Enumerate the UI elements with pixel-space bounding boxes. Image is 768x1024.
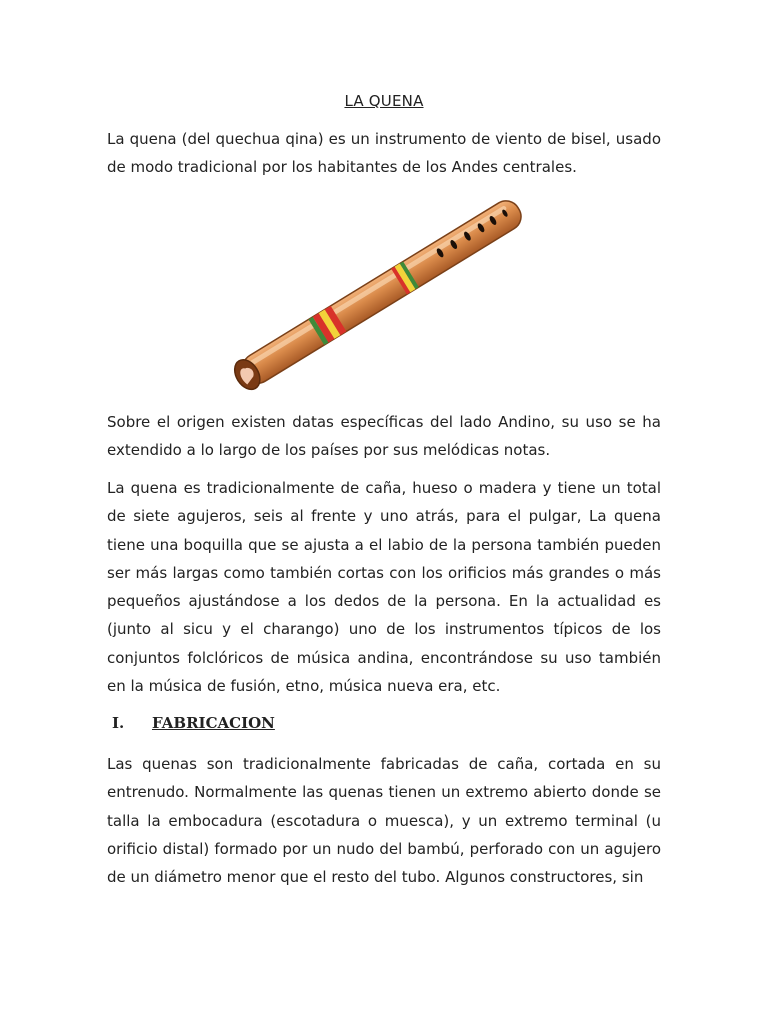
section-number: I. [112, 714, 125, 732]
intro-paragraph: La quena (del quechua qina) es un instrumento de viento de bisel, usado de modo tradicional por los habitantes de los Andes centrales. [107, 130, 661, 177]
fabrication-paragraph: Las quenas son tradicionalmente fabricadas de caña, cortada en su entrenudo. Normalmente las quenas tienen un extremo abierto donde se talla la embocadura (escotadura o muesca), y un extremo terminal (u orificio distal) formado por un nudo del bambú, perforado con un agujero de un diámetro menor que el resto del tubo. Algunos constructores, sin [107, 755, 661, 887]
section-title: FABRICACION [152, 714, 275, 732]
material-paragraph: La quena es tradicionalmente de caña, hueso o madera y tiene un total de siete agujeros, seis al frente y uno atrás, para el pulgar, La quena tiene una boquilla que se ajusta a el labio de la persona también pueden ser más largas como también cortas con los orificios más grandes o más pequeños ajustándose a los dedos de la persona. En la actualidad es (junto al sicu y el charango) uno de los instrumentos típicos de los conjuntos folclóricos de música andina, encontrándose su uso también en la música de fusión, etno, música nueva era, etc. [107, 479, 661, 696]
page-title: LA QUENA [344, 92, 424, 110]
origin-paragraph: Sobre el origen existen datas específicas del lado Andino, su uso se ha extendido a lo largo de los países por sus melódicas notas. [107, 413, 661, 460]
quena-flute-icon [232, 190, 532, 395]
section-heading [112, 714, 275, 732]
